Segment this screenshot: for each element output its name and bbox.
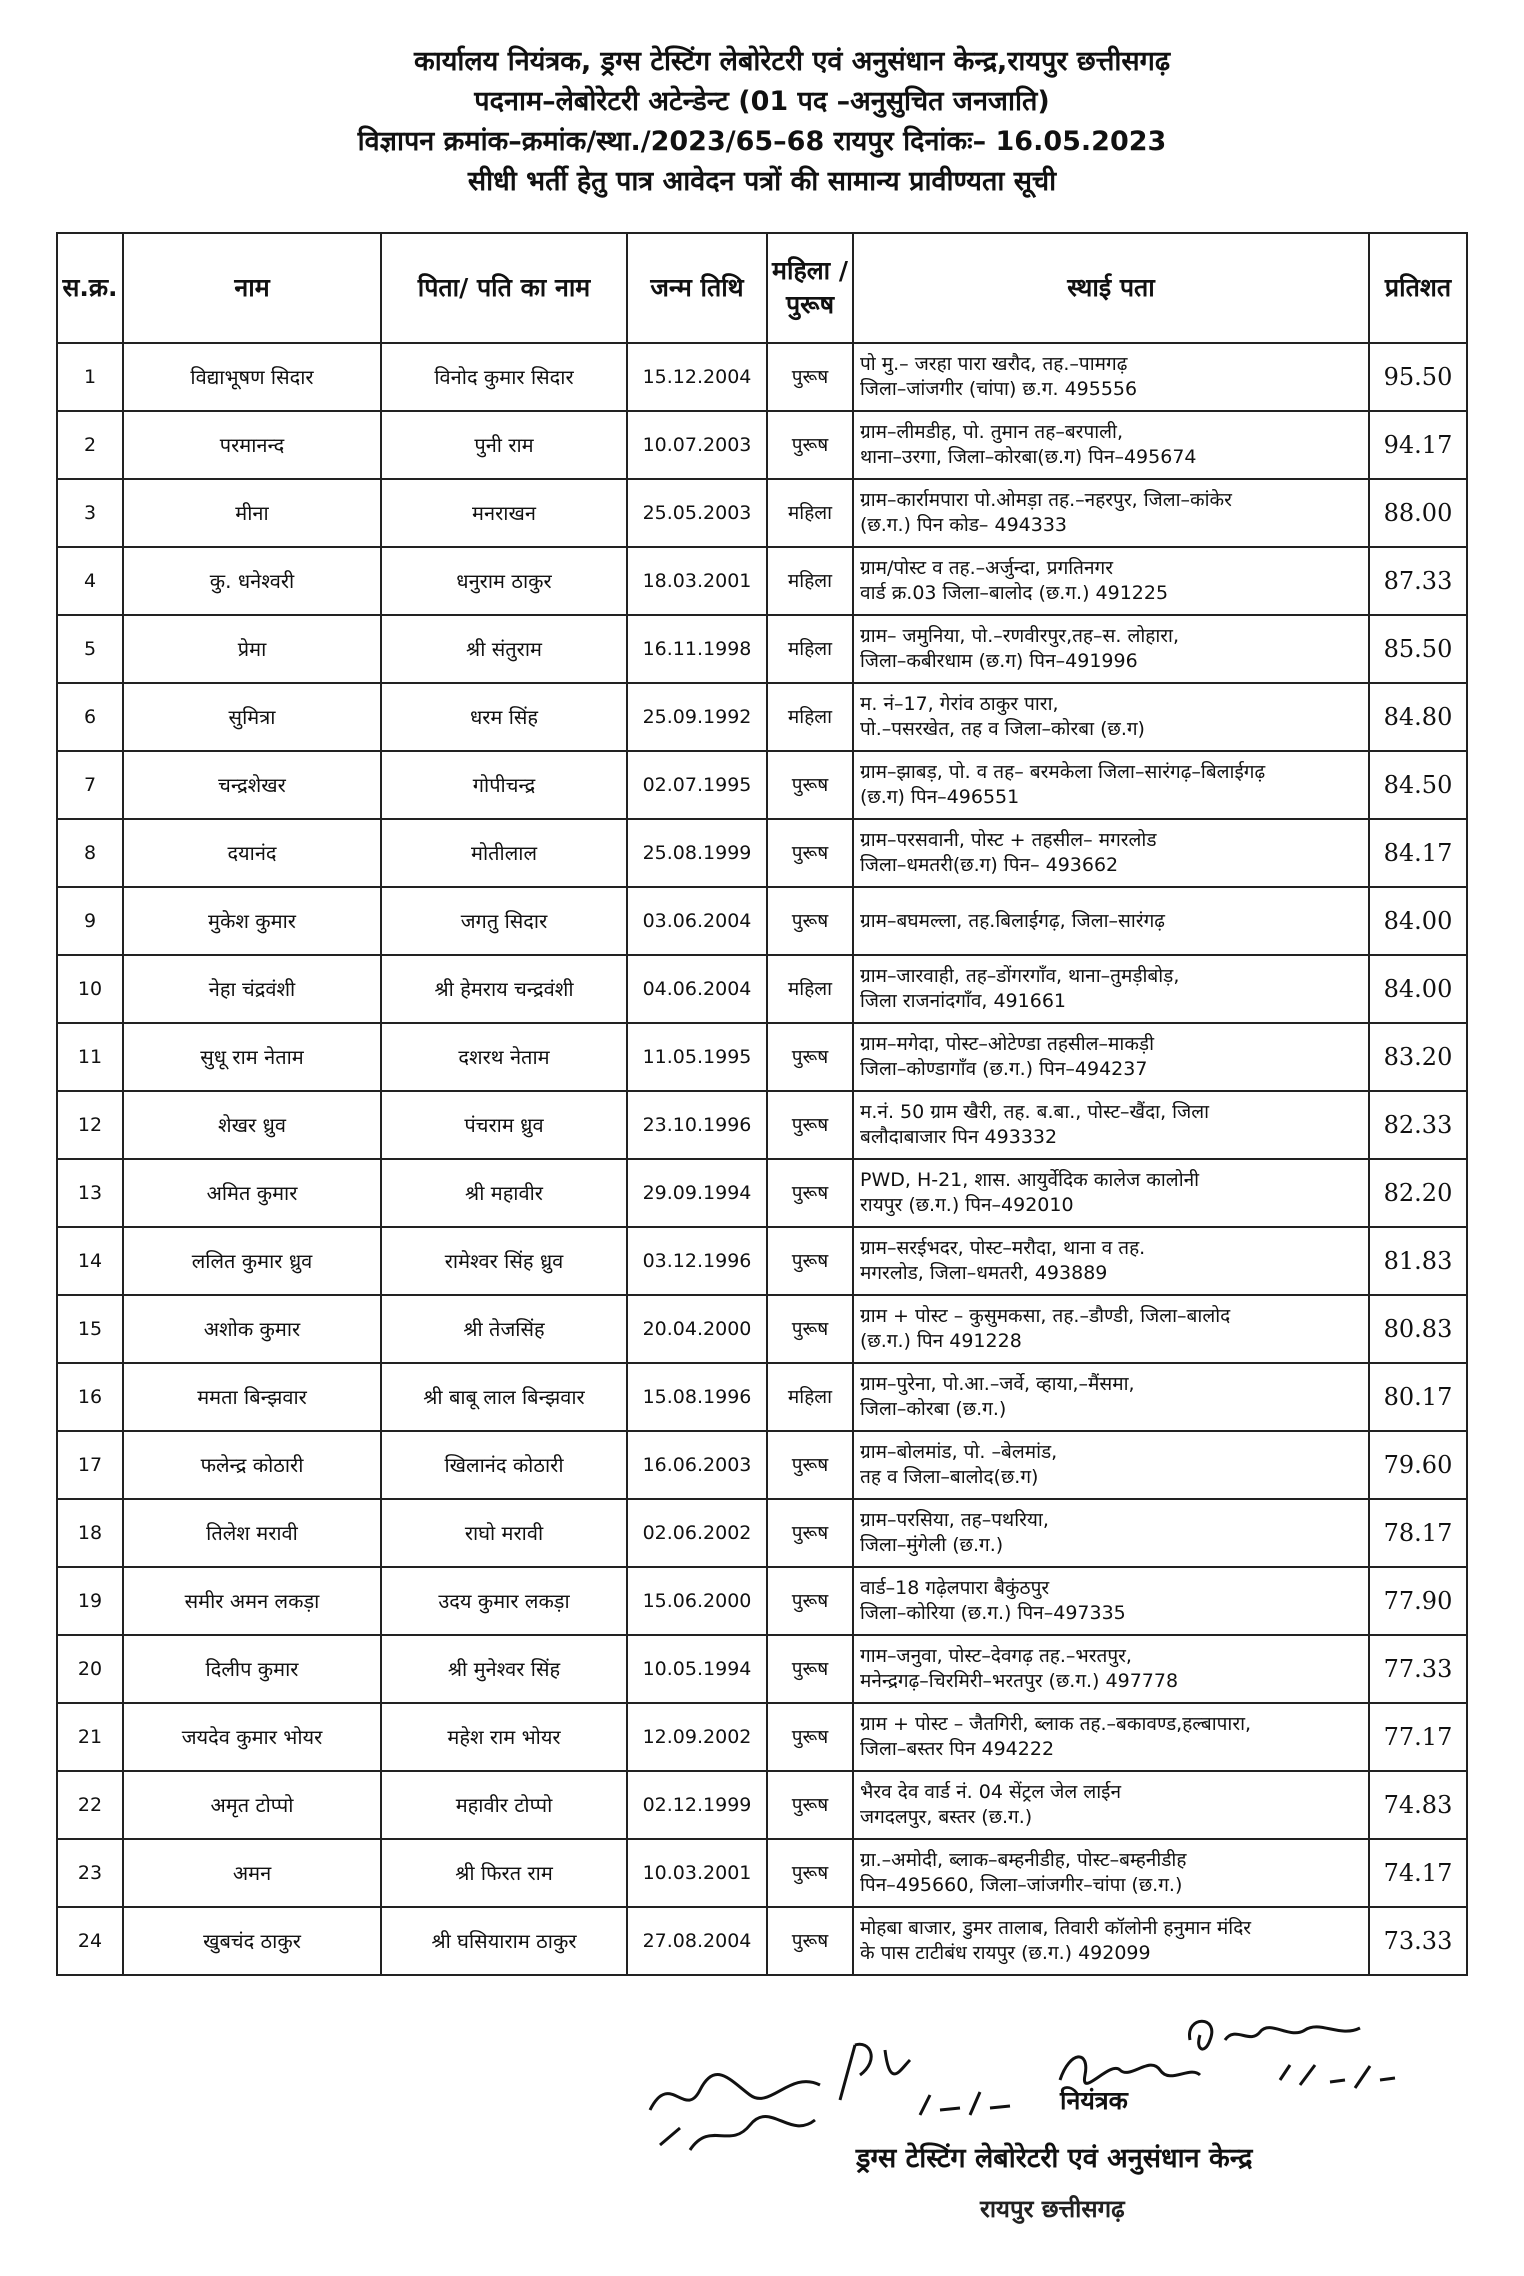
address-line-1: ग्राम–बोलमांड, पो. –बेलमांड, [860,1441,1058,1463]
row-percent: 84.00 [1369,887,1467,955]
row-gender: पुरूष [767,1431,853,1499]
row-sno: 12 [57,1091,123,1159]
row-dob: 18.03.2001 [627,547,767,615]
address-line-1: म. नं–17, गेरांव ठाकुर पारा, [860,693,1059,715]
address-line-1: ग्राम–बघमल्ला, तह.बिलाईगढ़, जिला–सारंगढ़ [860,909,1165,932]
row-sno: 2 [57,411,123,479]
row-name: नेहा चंद्रवंशी [123,955,381,1023]
row-percent: 81.83 [1369,1227,1467,1295]
table-header-row [57,233,1467,343]
row-name: सुमित्रा [123,683,381,751]
row-gender: पुरूष [767,1771,853,1839]
row-percent: 80.17 [1369,1363,1467,1431]
row-percent: 74.17 [1369,1839,1467,1907]
address-line-2: जिला–जांजगीर (चांपा) छ.ग. 495556 [860,378,1138,400]
row-percent: 94.17 [1369,411,1467,479]
row-address [853,1907,1369,1975]
table-row [57,1159,1467,1227]
table-row [57,1839,1467,1907]
row-gender: महिला [767,547,853,615]
address-line-1: ग्राम–झाबड़, पो. व तह– बरमकेला जिला–सारंगढ़–बिलाईगढ़ [860,761,1266,783]
row-sno: 11 [57,1023,123,1091]
row-father-name: धनुराम ठाकुर [381,547,627,615]
row-name: अमृत टोप्पो [123,1771,381,1839]
row-name: प्रेमा [123,615,381,683]
row-gender: महिला [767,955,853,1023]
address-line-2: जिला–कोरिया (छ.ग.) पिन–497335 [860,1602,1126,1624]
table-row [57,1227,1467,1295]
row-name: फलेन्द्र कोठारी [123,1431,381,1499]
row-address [853,615,1369,683]
row-percent: 84.80 [1369,683,1467,751]
address-line-1: ग्राम–जारवाही, तह–डोंगरगाँव, थाना–तुमड़ीबोड़, [860,965,1180,987]
row-percent: 77.90 [1369,1567,1467,1635]
address-line-2: जिला–कोण्डागाँव (छ.ग.) पिन–494237 [860,1058,1148,1080]
address-line-1: ग्राम–कार्रामपारा पो.ओमड़ा तह.–नहरपुर, जिला–कांकेर [860,489,1232,511]
row-name: विद्याभूषण सिदार [123,343,381,411]
address-line-1: म.नं. 50 ग्राम खैरी, तह. ब.बा., पोस्ट–खैंदा, जिला [860,1101,1210,1123]
row-address [853,1703,1369,1771]
row-address [853,683,1369,751]
address-line-2: जिला–मुंगेली (छ.ग.) [860,1534,1004,1556]
table-row [57,1023,1467,1091]
address-line-1: ग्राम + पोस्ट – कुसुमकसा, तह.–डौण्डी, जिला–बालोद [860,1305,1231,1327]
row-dob: 10.05.1994 [627,1635,767,1703]
handwritten-signature-2 [830,2030,1030,2130]
row-percent: 74.83 [1369,1771,1467,1839]
row-sno: 14 [57,1227,123,1295]
handwritten-signature-4 [1180,2010,1410,2100]
row-sno: 22 [57,1771,123,1839]
table-row [57,1907,1467,1975]
row-father-name: श्री महावीर [381,1159,627,1227]
address-line-2: जिला–कोरबा (छ.ग.) [860,1398,1007,1420]
row-address [853,819,1369,887]
address-line-1: ग्रा.–अमोदी, ब्लाक–बम्हनीडीह, पोस्ट–बम्हनीडीह [860,1849,1187,1871]
address-line-2: जगदलपुर, बस्तर (छ.ग.) [860,1806,1033,1828]
address-line-2: पो.–पसरखेत, तह व जिला–कोरबा (छ.ग) [860,718,1145,740]
row-dob: 15.06.2000 [627,1567,767,1635]
address-line-2: (छ.ग.) पिन 491228 [860,1330,1022,1352]
address-line-1: वार्ड–18 गढ़ेलपारा बैकुंठपुर [860,1577,1050,1599]
row-gender: महिला [767,615,853,683]
address-line-1: भैरव देव वार्ड नं. 04 सेंट्रल जेल लाईन [860,1781,1121,1803]
row-gender: पुरूष [767,1703,853,1771]
row-name: कु. धनेश्वरी [123,547,381,615]
row-percent: 77.33 [1369,1635,1467,1703]
row-dob: 25.09.1992 [627,683,767,751]
row-name: तिलेश मरावी [123,1499,381,1567]
row-gender: महिला [767,1363,853,1431]
row-dob: 25.08.1999 [627,819,767,887]
table-row [57,819,1467,887]
address-line-2: वार्ड क्र.03 जिला–बालोद (छ.ग.) 491225 [860,582,1169,604]
address-line-2: जिला राजनांदगाँव, 491661 [860,990,1066,1012]
handwritten-signature-1 [640,2050,840,2160]
row-name: सुधू राम नेताम [123,1023,381,1091]
row-gender: पुरूष [767,1091,853,1159]
row-percent: 84.17 [1369,819,1467,887]
row-percent: 82.33 [1369,1091,1467,1159]
address-line-2: (छ.ग) पिन–496551 [860,786,1020,808]
address-line-2: बलौदाबाजार पिन 493332 [860,1126,1058,1148]
row-sno: 1 [57,343,123,411]
row-percent: 82.20 [1369,1159,1467,1227]
column-header-percent: प्रतिशत [1369,233,1467,343]
table-row [57,1091,1467,1159]
row-father-name: गोपीचन्द्र [381,751,627,819]
row-sno: 8 [57,819,123,887]
row-address [853,955,1369,1023]
row-father-name: विनोद कुमार सिदार [381,343,627,411]
row-father-name: श्री घसियाराम ठाकुर [381,1907,627,1975]
address-line-2: जिला–कबीरधाम (छ.ग) पिन–491996 [860,650,1138,672]
row-percent: 78.17 [1369,1499,1467,1567]
row-name: चन्द्रशेखर [123,751,381,819]
merit-list-table [56,232,1468,1976]
address-line-1: ग्राम–परसवानी, पोस्ट + तहसील– मगरलोड [860,829,1157,851]
row-address [853,1091,1369,1159]
row-sno: 6 [57,683,123,751]
address-line-2: मनेन्द्रगढ़–चिरमिरी–भरतपुर (छ.ग.) 497778 [860,1670,1179,1692]
row-dob: 27.08.2004 [627,1907,767,1975]
table-row [57,615,1467,683]
row-address [853,411,1369,479]
address-line-1: ग्राम–लीमडीह, पो. तुमान तह–बरपाली, [860,421,1124,443]
address-line-2: (छ.ग.) पिन कोड– 494333 [860,514,1068,536]
row-dob: 25.05.2003 [627,479,767,547]
address-line-1: ग्राम + पोस्ट – जैतगिरी, ब्लाक तह.–बकावण्ड,हल्बापारा, [860,1713,1252,1735]
row-gender: पुरूष [767,819,853,887]
column-header-address: स्थाई पता [853,233,1369,343]
row-dob: 12.09.2002 [627,1703,767,1771]
address-line-2: रायपुर (छ.ग.) पिन–492010 [860,1194,1074,1216]
row-father-name: महेश राम भोयर [381,1703,627,1771]
row-sno: 17 [57,1431,123,1499]
table-row [57,751,1467,819]
row-name: दिलीप कुमार [123,1635,381,1703]
row-name: परमानन्द [123,411,381,479]
row-name: अमन [123,1839,381,1907]
row-dob: 03.06.2004 [627,887,767,955]
row-father-name: श्री मुनेश्वर सिंह [381,1635,627,1703]
row-dob: 10.07.2003 [627,411,767,479]
row-gender: महिला [767,479,853,547]
row-gender: पुरूष [767,1227,853,1295]
row-address [853,1839,1369,1907]
row-father-name: श्री संतुराम [381,615,627,683]
row-percent: 79.60 [1369,1431,1467,1499]
row-dob: 10.03.2001 [627,1839,767,1907]
row-percent: 80.83 [1369,1295,1467,1363]
row-dob: 04.06.2004 [627,955,767,1023]
row-address [853,1363,1369,1431]
row-sno: 4 [57,547,123,615]
row-gender: पुरूष [767,1159,853,1227]
row-gender: पुरूष [767,343,853,411]
row-name: मुकेश कुमार [123,887,381,955]
address-line-2: जिला–बस्तर पिन 494222 [860,1738,1055,1760]
row-name: दयानंद [123,819,381,887]
row-father-name: श्री हेमराय चन्द्रवंशी [381,955,627,1023]
row-sno: 13 [57,1159,123,1227]
row-gender: पुरूष [767,1839,853,1907]
office-title: कार्यालय नियंत्रक, ड्रग्स टेस्टिंग लेबोरेटरी एवं अनुसंधान केन्द्र,रायपुर छत्तीसगढ़ [413,46,1171,77]
row-gender: महिला [767,683,853,751]
table-row [57,955,1467,1023]
row-name: मीना [123,479,381,547]
row-sno: 7 [57,751,123,819]
address-line-1: ग्राम–सरईभदर, पोस्ट–मरौदा, थाना व तह. [860,1237,1146,1259]
address-line-1: ग्राम–पुरेना, पो.आ.–जर्वे, व्हाया,–मैंसमा, [860,1373,1135,1395]
row-dob: 15.08.1996 [627,1363,767,1431]
row-father-name: खिलानंद कोठारी [381,1431,627,1499]
row-name: ममता बिन्झवार [123,1363,381,1431]
row-father-name: श्री तेजसिंह [381,1295,627,1363]
table-row [57,1499,1467,1567]
table-row [57,343,1467,411]
row-address [853,1499,1369,1567]
row-address [853,479,1369,547]
row-sno: 15 [57,1295,123,1363]
row-address [853,343,1369,411]
row-dob: 02.06.2002 [627,1499,767,1567]
table-row [57,1771,1467,1839]
row-name: अमित कुमार [123,1159,381,1227]
table-row [57,683,1467,751]
row-gender: पुरूष [767,1023,853,1091]
row-address [853,547,1369,615]
row-address [853,1431,1369,1499]
row-gender: पुरूष [767,1567,853,1635]
address-line-1: ग्राम/पोस्ट व तह.–अर्जुन्दा, प्रगतिनगर [860,557,1114,579]
address-line-1: ग्राम–मगेदा, पोस्ट–ओटेण्डा तहसील–माकड़ी [860,1033,1155,1055]
table-row [57,479,1467,547]
row-father-name: उदय कुमार लकड़ा [381,1567,627,1635]
document-header [0,42,1524,202]
table-row [57,411,1467,479]
row-address [853,887,1369,955]
row-sno: 20 [57,1635,123,1703]
row-father-name: धरम सिंह [381,683,627,751]
address-line-2: के पास टाटीबंध रायपुर (छ.ग.) 492099 [860,1942,1151,1964]
row-address [853,1023,1369,1091]
table-row [57,547,1467,615]
row-gender: पुरूष [767,887,853,955]
row-gender: पुरूष [767,1907,853,1975]
row-father-name: पुनी राम [381,411,627,479]
row-dob: 20.04.2000 [627,1295,767,1363]
row-father-name: मोतीलाल [381,819,627,887]
row-name: शेखर ध्रुव [123,1091,381,1159]
table-row [57,1635,1467,1703]
row-dob: 16.06.2003 [627,1431,767,1499]
row-sno: 24 [57,1907,123,1975]
address-line-1: PWD, H-21, शास. आयुर्वेदिक कालेज कालोनी [860,1169,1200,1191]
table-row [57,887,1467,955]
address-line-1: गाम–जनुवा, पोस्ट–देवगढ़ तह.–भरतपुर, [860,1645,1132,1667]
column-header-gender: महिला /पुरूष [767,233,853,343]
row-sno: 3 [57,479,123,547]
row-sno: 16 [57,1363,123,1431]
row-father-name: श्री बाबू लाल बिन्झवार [381,1363,627,1431]
row-dob: 02.12.1999 [627,1771,767,1839]
row-name: खुबचंद ठाकुर [123,1907,381,1975]
table-row [57,1703,1467,1771]
table-row [57,1567,1467,1635]
row-father-name: रामेश्वर सिंह ध्रुव [381,1227,627,1295]
row-gender: पुरूष [767,1499,853,1567]
row-father-name: मनराखन [381,479,627,547]
row-sno: 18 [57,1499,123,1567]
address-line-1: ग्राम– जमुनिया, पो.–रणवीरपुर,तह–स. लोहारा, [860,625,1179,647]
signatory-designation: नियंत्रक [1060,2086,1128,2115]
row-address [853,1295,1369,1363]
signature-area [0,2030,1524,2276]
row-father-name: दशरथ नेताम [381,1023,627,1091]
row-percent: 73.33 [1369,1907,1467,1975]
column-header-sno: स.क्र. [57,233,123,343]
row-gender: पुरूष [767,751,853,819]
address-line-1: ग्राम–परसिया, तह–पथरिया, [860,1509,1049,1531]
row-dob: 23.10.1996 [627,1091,767,1159]
row-dob: 02.07.1995 [627,751,767,819]
row-address [853,1567,1369,1635]
row-name: समीर अमन लकड़ा [123,1567,381,1635]
row-gender: पुरूष [767,1635,853,1703]
table-row [57,1295,1467,1363]
row-percent: 84.50 [1369,751,1467,819]
row-address [853,1227,1369,1295]
address-line-2: थाना–उरगा, जिला–कोरबा(छ.ग) पिन–495674 [860,446,1197,468]
row-dob: 03.12.1996 [627,1227,767,1295]
row-sno: 21 [57,1703,123,1771]
row-address [853,1771,1369,1839]
row-father-name: महावीर टोप्पो [381,1771,627,1839]
signatory-city: रायपुर छत्तीसगढ़ [980,2195,1125,2223]
row-address [853,1635,1369,1703]
row-percent: 83.20 [1369,1023,1467,1091]
address-line-1: पो मु.– जरहा पारा खरौद, तह.–पामगढ़ [860,353,1128,375]
address-line-1: मोहबा बाजार, डुमर तालाब, तिवारी कॉलोनी हनुमान मंदिर [860,1917,1252,1939]
row-gender: पुरूष [767,411,853,479]
post-title: पदनाम–लेबोरेटरी अटेन्डेन्ट (01 पद –अनुसुचित जनजाति) [474,86,1050,117]
row-sno: 23 [57,1839,123,1907]
row-father-name: राघो मरावी [381,1499,627,1567]
column-header-father: पिता/ पति का नाम [381,233,627,343]
list-title: सीधी भर्ती हेतु पात्र आवेदन पत्रों की सामान्य प्रावीण्यता सूची [467,166,1057,197]
address-line-2: तह व जिला–बालोद(छ.ग) [860,1466,1039,1488]
row-percent: 88.00 [1369,479,1467,547]
row-dob: 11.05.1995 [627,1023,767,1091]
row-sno: 5 [57,615,123,683]
row-name: अशोक कुमार [123,1295,381,1363]
row-percent: 95.50 [1369,343,1467,411]
row-percent: 84.00 [1369,955,1467,1023]
column-header-dob: जन्म तिथि [627,233,767,343]
row-father-name: पंचराम ध्रुव [381,1091,627,1159]
row-sno: 19 [57,1567,123,1635]
column-header-name: नाम [123,233,381,343]
address-line-2: पिन–495660, जिला–जांजगीर–चांपा (छ.ग.) [860,1874,1183,1896]
row-name: ललित कुमार ध्रुव [123,1227,381,1295]
row-father-name: जगतु सिदार [381,887,627,955]
row-percent: 87.33 [1369,547,1467,615]
row-gender: पुरूष [767,1295,853,1363]
table-row [57,1363,1467,1431]
row-sno: 10 [57,955,123,1023]
advertisement-reference: विज्ञापन क्रमांक–क्रमांक/स्था./2023/65–68 रायपुर दिनांकः– 16.05.2023 [357,126,1167,157]
row-percent: 85.50 [1369,615,1467,683]
row-address [853,751,1369,819]
row-father-name: श्री फिरत राम [381,1839,627,1907]
signatory-office: ड्रग्स टेस्टिंग लेबोरेटरी एवं अनुसंधान केन्द्र [856,2143,1253,2174]
row-dob: 29.09.1994 [627,1159,767,1227]
row-name: जयदेव कुमार भोयर [123,1703,381,1771]
address-line-2: जिला–धमतरी(छ.ग) पिन– 493662 [860,854,1119,876]
row-dob: 15.12.2004 [627,343,767,411]
row-address [853,1159,1369,1227]
row-percent: 77.17 [1369,1703,1467,1771]
row-dob: 16.11.1998 [627,615,767,683]
row-sno: 9 [57,887,123,955]
address-line-2: मगरलोड, जिला–धमतरी, 493889 [860,1262,1108,1284]
table-row [57,1431,1467,1499]
